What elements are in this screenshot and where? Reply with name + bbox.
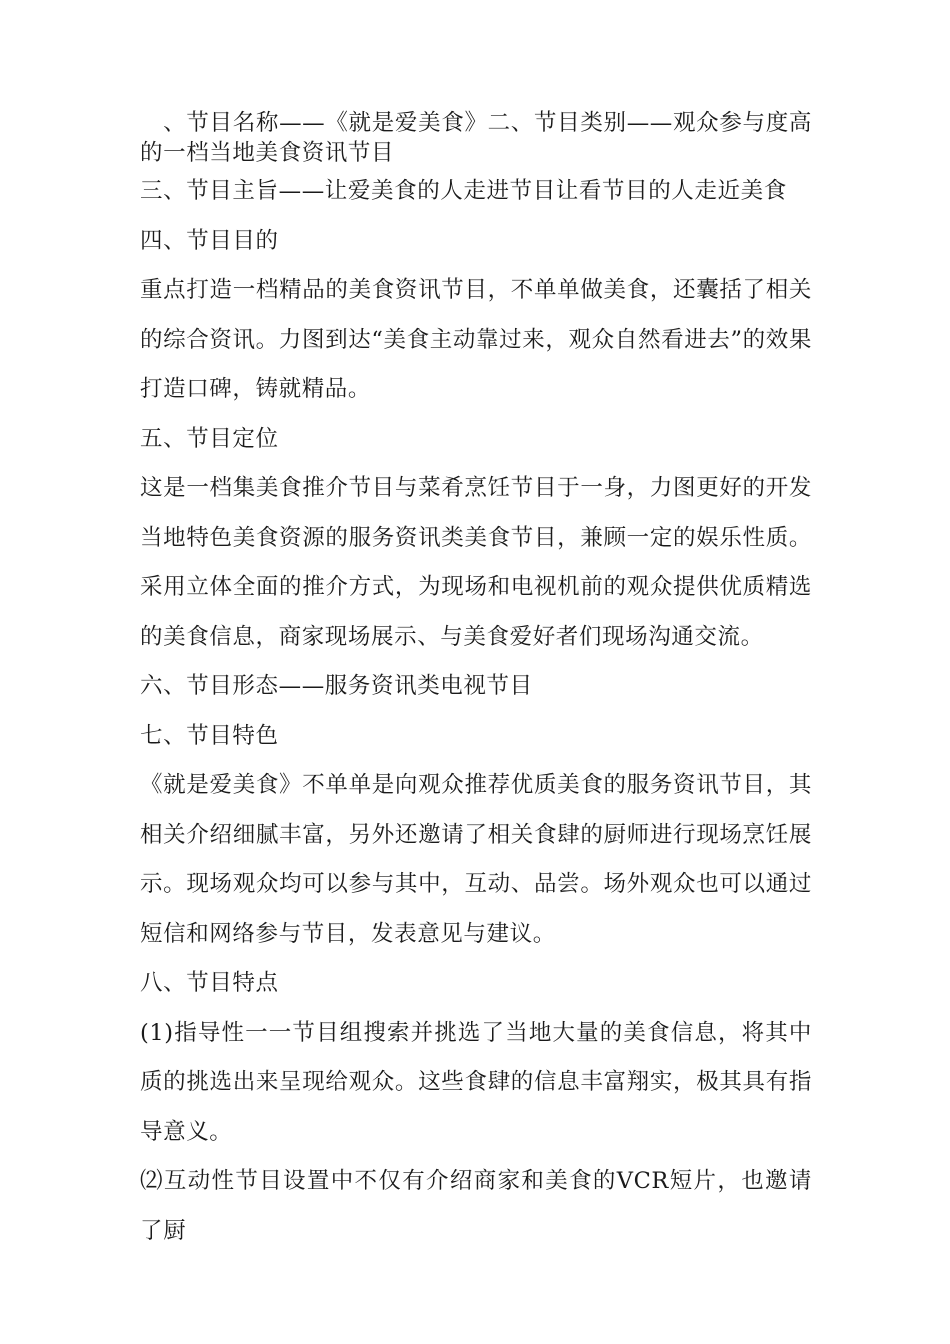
heading-characteristics: 八、节目特点 bbox=[140, 970, 279, 996]
heading-format: 六、节目形态——服务资讯类电视节目 bbox=[140, 673, 533, 699]
paragraph-interaction: ⑵互动性节目设置中不仅有介绍商家和美食的VCR短片，也邀请了厨 bbox=[140, 1168, 812, 1244]
paragraph-features: 《就是爱美食》不单单是向观众推荐优质美食的服务资讯节目，其相关介绍细腻丰富，另外还邀请了相关食肆的厨师进行现场烹饪展示。现场观众均可以参与其中，互动、品尝。场外观众也可以通过短信和网络参与节目，发表意见与建议。 bbox=[140, 772, 812, 947]
intro-paragraph: 、节目名称——《就是爱美食》二、节目类别——观众参与度高的一档当地美食资讯节目 bbox=[140, 110, 812, 166]
heading-purpose: 四、节目目的 bbox=[140, 227, 279, 254]
paragraph-theme: 三、节目主旨——让爱美食的人走进节目让看节目的人走近美食 bbox=[140, 178, 787, 204]
body-text bbox=[140, 167, 812, 1256]
paragraph-positioning: 这是一档集美食推介节目与菜肴烹饪节目于一身，力图更好的开发当地特色美食资源的服务资讯类美食节目，兼顾一定的娱乐性质。采用立体全面的推介方式，为现场和电视机前的观众提供优质精选的美食信息，商家现场展示、与美食爱好者们现场沟通交流。 bbox=[140, 475, 812, 650]
paragraph-purpose: 重点打造一档精品的美食资讯节目，不单单做美食，还囊括了相关的综合资讯。力图到达“美食主动靠过来，观众自然看进去”的效果打造口碑，铸就精品。 bbox=[140, 277, 812, 402]
paragraph-guidance: (1)指导性一一节目组搜索并挑选了当地大量的美食信息，将其中质的挑选出来呈现给观众。这些食肆的信息丰富翔实，极其具有指导意义。 bbox=[140, 1019, 812, 1145]
heading-positioning: 五、节目定位 bbox=[140, 425, 279, 452]
heading-features: 七、节目特色 bbox=[140, 722, 279, 749]
